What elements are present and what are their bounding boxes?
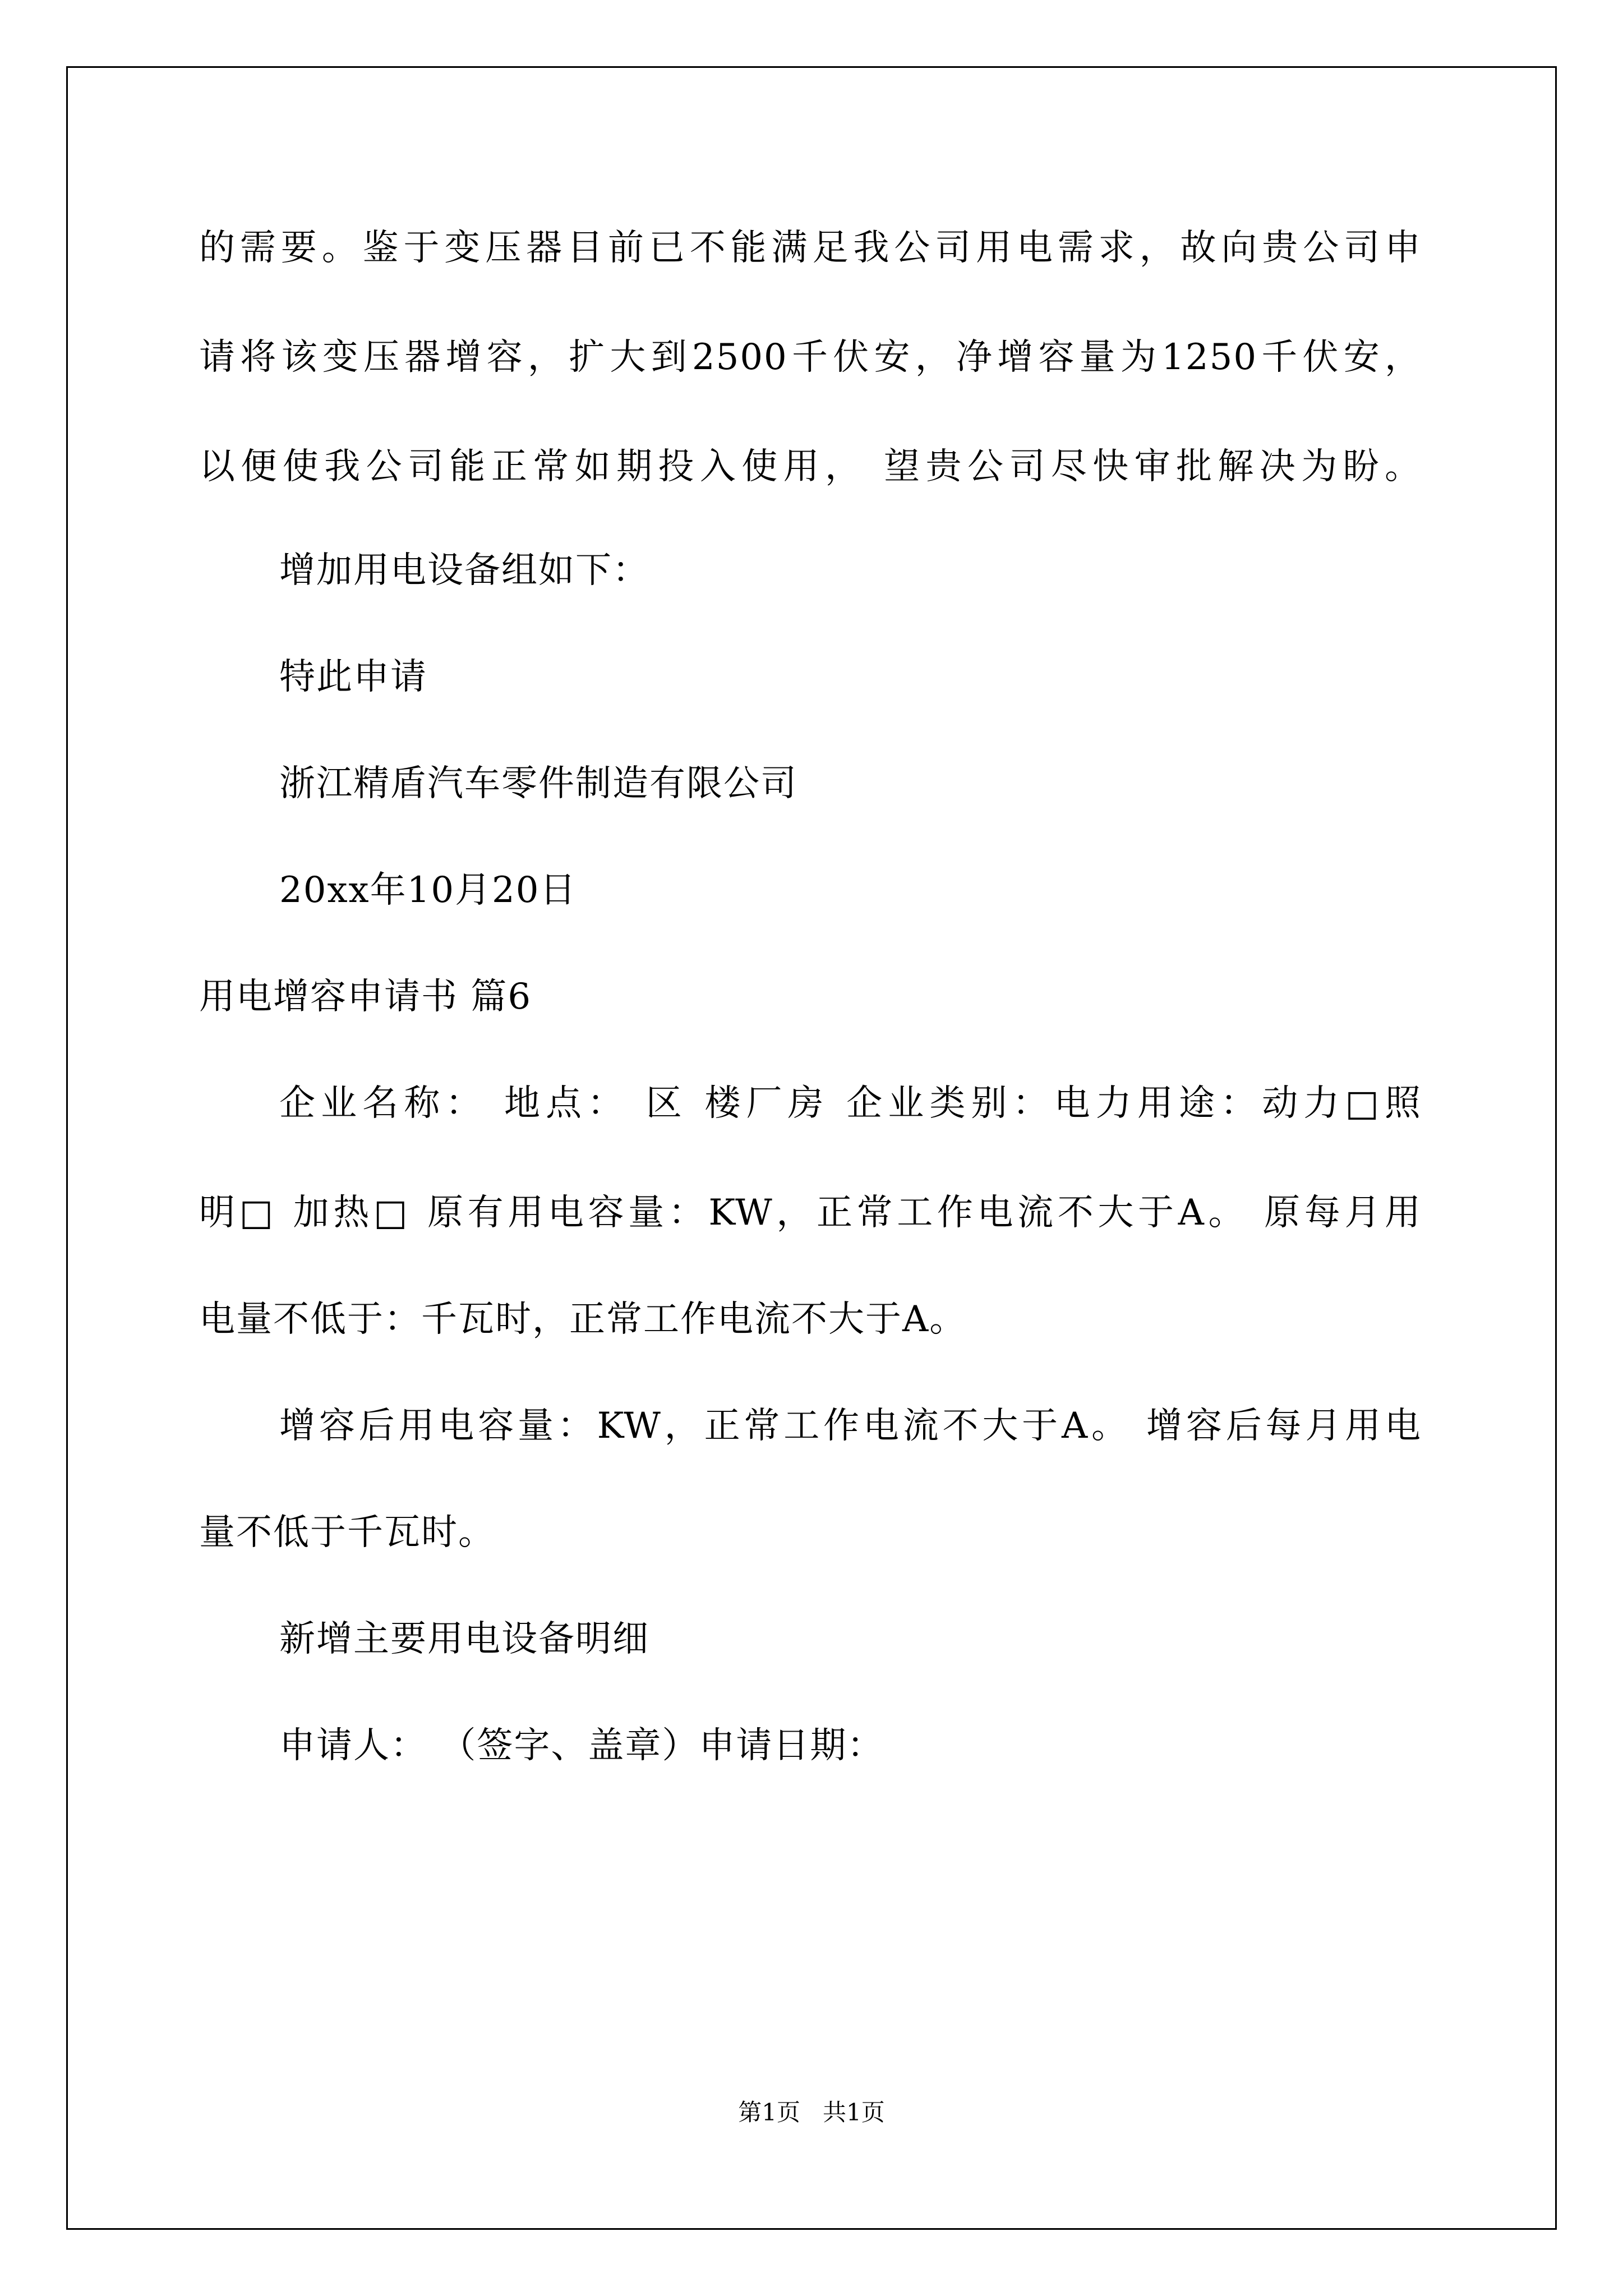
closing-line: 特此申请 bbox=[279, 656, 427, 698]
body-text-line: 增加用电设备组如下： bbox=[279, 550, 649, 591]
form-text-line: 增容后用电容量：KW，正常工作电流不大于A。 增容后每月用电 bbox=[279, 1405, 1422, 1447]
page-border bbox=[66, 66, 1557, 2230]
signature-line: 申请人： （签字、盖章）申请日期： bbox=[279, 1725, 884, 1766]
page-footer: 第1页 共1页 bbox=[738, 2099, 885, 2126]
body-text-line: 的需要。鉴于变压器目前已不能满足我公司用电需求，故向贵公司申 bbox=[199, 227, 1422, 269]
document-date: 20xx年10月20日 bbox=[279, 869, 577, 911]
section-heading: 用电增容申请书 篇6 bbox=[199, 976, 532, 1018]
company-name: 浙江精盾汽车零件制造有限公司 bbox=[279, 763, 797, 804]
section-line: 新增主要用电设备明细 bbox=[279, 1618, 649, 1660]
form-text-line: 电量不低于：千瓦时，正常工作电流不大于A。 bbox=[199, 1299, 967, 1340]
form-text-line: 企业名称： 地点： 区 楼厂房 企业类别：电力用途：动力□照 bbox=[279, 1083, 1422, 1124]
form-text-line: 明□ 加热□ 原有用电容量：KW，正常工作电流不大于A。 原每月用 bbox=[199, 1192, 1422, 1234]
body-text-line: 以便使我公司能正常如期投入使用， 望贵公司尽快审批解决为盼。 bbox=[199, 446, 1422, 487]
form-text-line: 量不低于千瓦时。 bbox=[199, 1512, 495, 1553]
body-text-line: 请将该变压器增容，扩大到2500千伏安，净增容量为1250千伏安， bbox=[199, 337, 1422, 378]
